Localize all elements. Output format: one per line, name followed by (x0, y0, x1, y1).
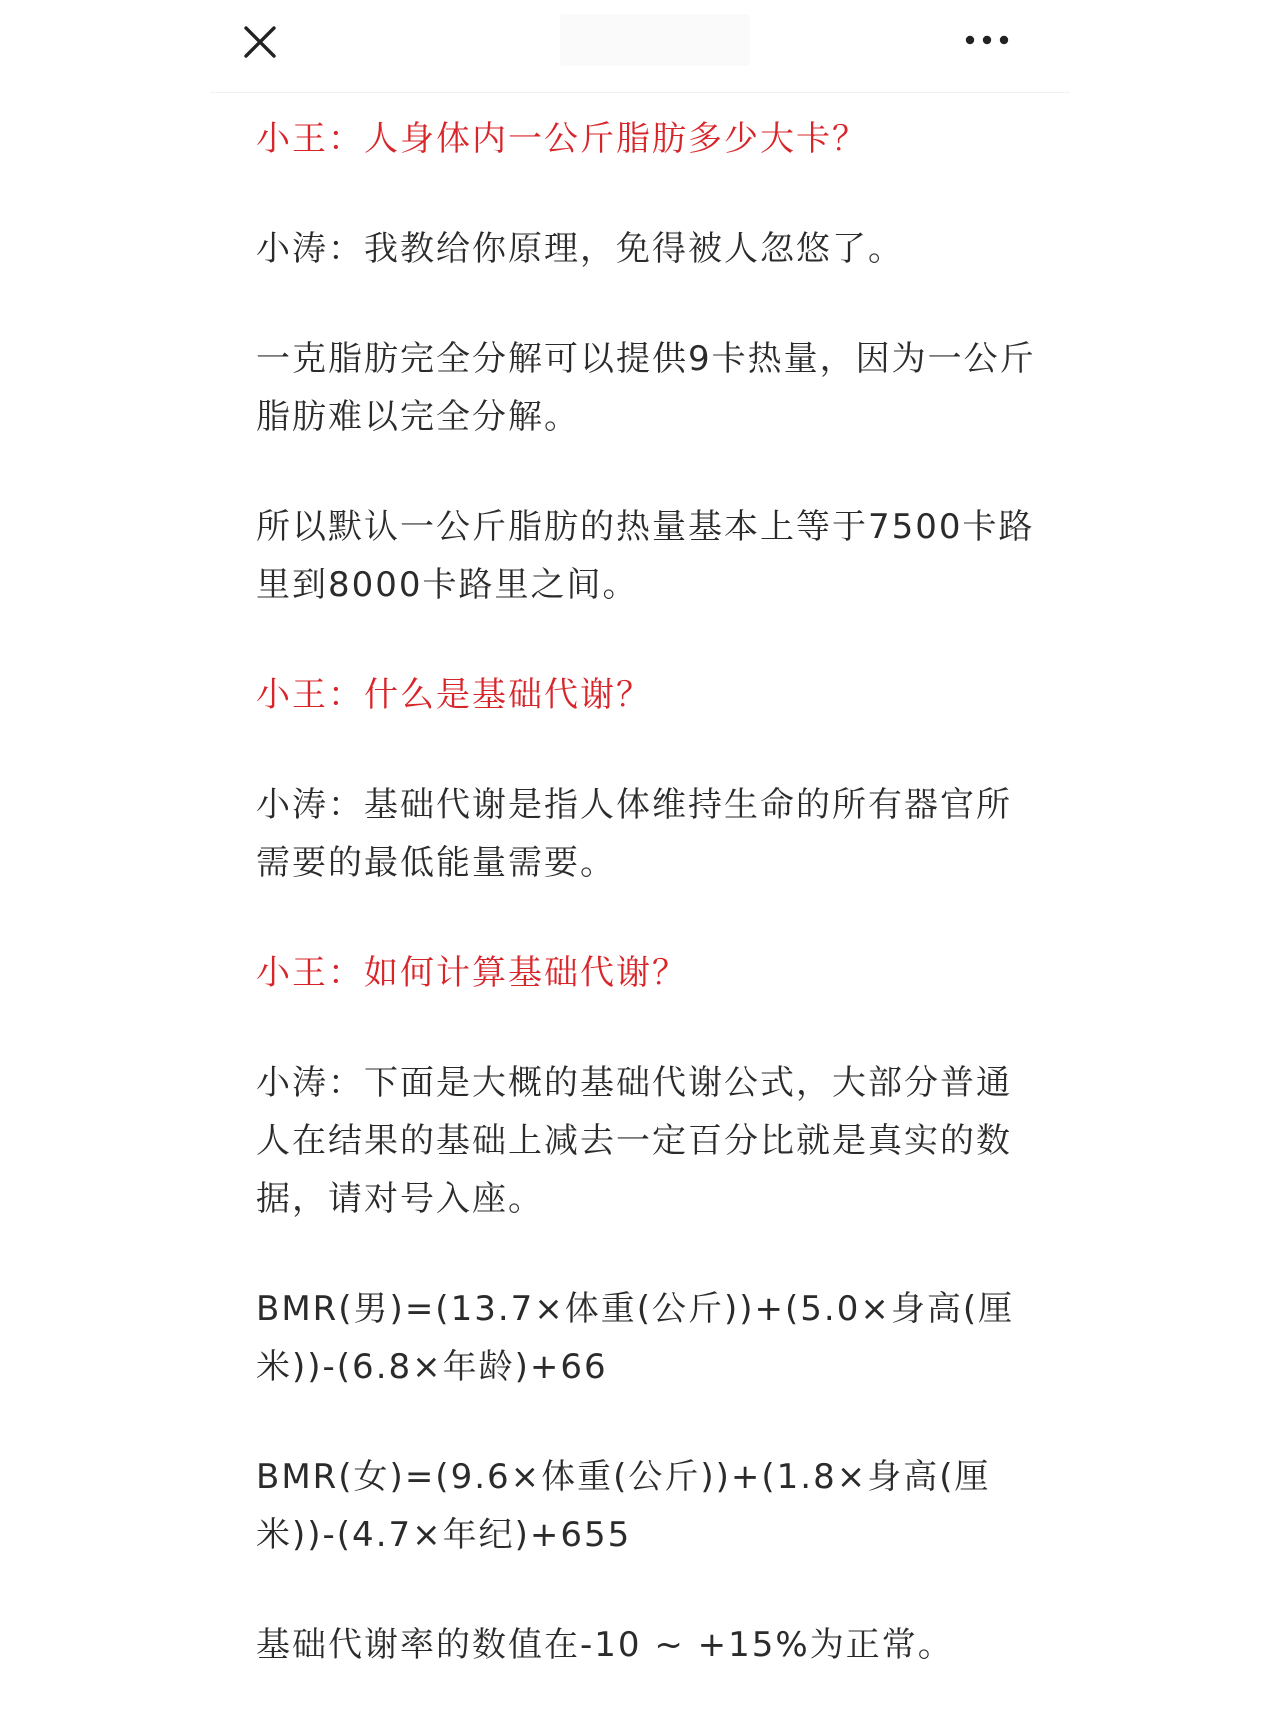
answer-paragraph: 一克脂肪完全分解可以提供9卡热量，因为一公斤脂肪难以完全分解。 (256, 339, 1036, 437)
question-paragraph: 小王：什么是基础代谢？ (256, 675, 652, 715)
answer-paragraph: 小涛：下面是大概的基础代谢公式，大部分普通人在结果的基础上减去一定百分比就是真实的数据，请对号入座。 (256, 1063, 1012, 1219)
title-area (560, 14, 750, 66)
close-button[interactable] (238, 20, 282, 64)
formula-female: BMR(女)=(9.6×体重(公斤))+(1.8×身高(厘米))-(4.7×年纪)+655 (256, 1457, 991, 1555)
answer-paragraph: 基础代谢率的数值在-10 ~ +15%为正常。 (256, 1625, 954, 1665)
article-content (256, 110, 1036, 1726)
more-horizontal-icon (960, 24, 1014, 56)
answer-paragraph: 小涛：基础代谢是指人体维持生命的所有器官所需要的最低能量需要。 (256, 785, 1012, 883)
formula-male: BMR(男)=(13.7×体重(公斤))+(5.0×身高(厘米))-(6.8×年龄)+66 (256, 1289, 1015, 1387)
answer-paragraph: 小涛：我教给你原理，免得被人忽悠了。 (256, 229, 904, 269)
question-paragraph: 小王：人身体内一公斤脂肪多少大卡？ (256, 119, 868, 159)
answer-paragraph: 所以默认一公斤脂肪的热量基本上等于7500卡路里到8000卡路里之间。 (256, 507, 1035, 605)
close-icon (238, 20, 282, 64)
question-paragraph: 小王：如何计算基础代谢？ (256, 953, 688, 993)
top-bar (210, 0, 1070, 93)
more-button[interactable] (960, 24, 1014, 56)
